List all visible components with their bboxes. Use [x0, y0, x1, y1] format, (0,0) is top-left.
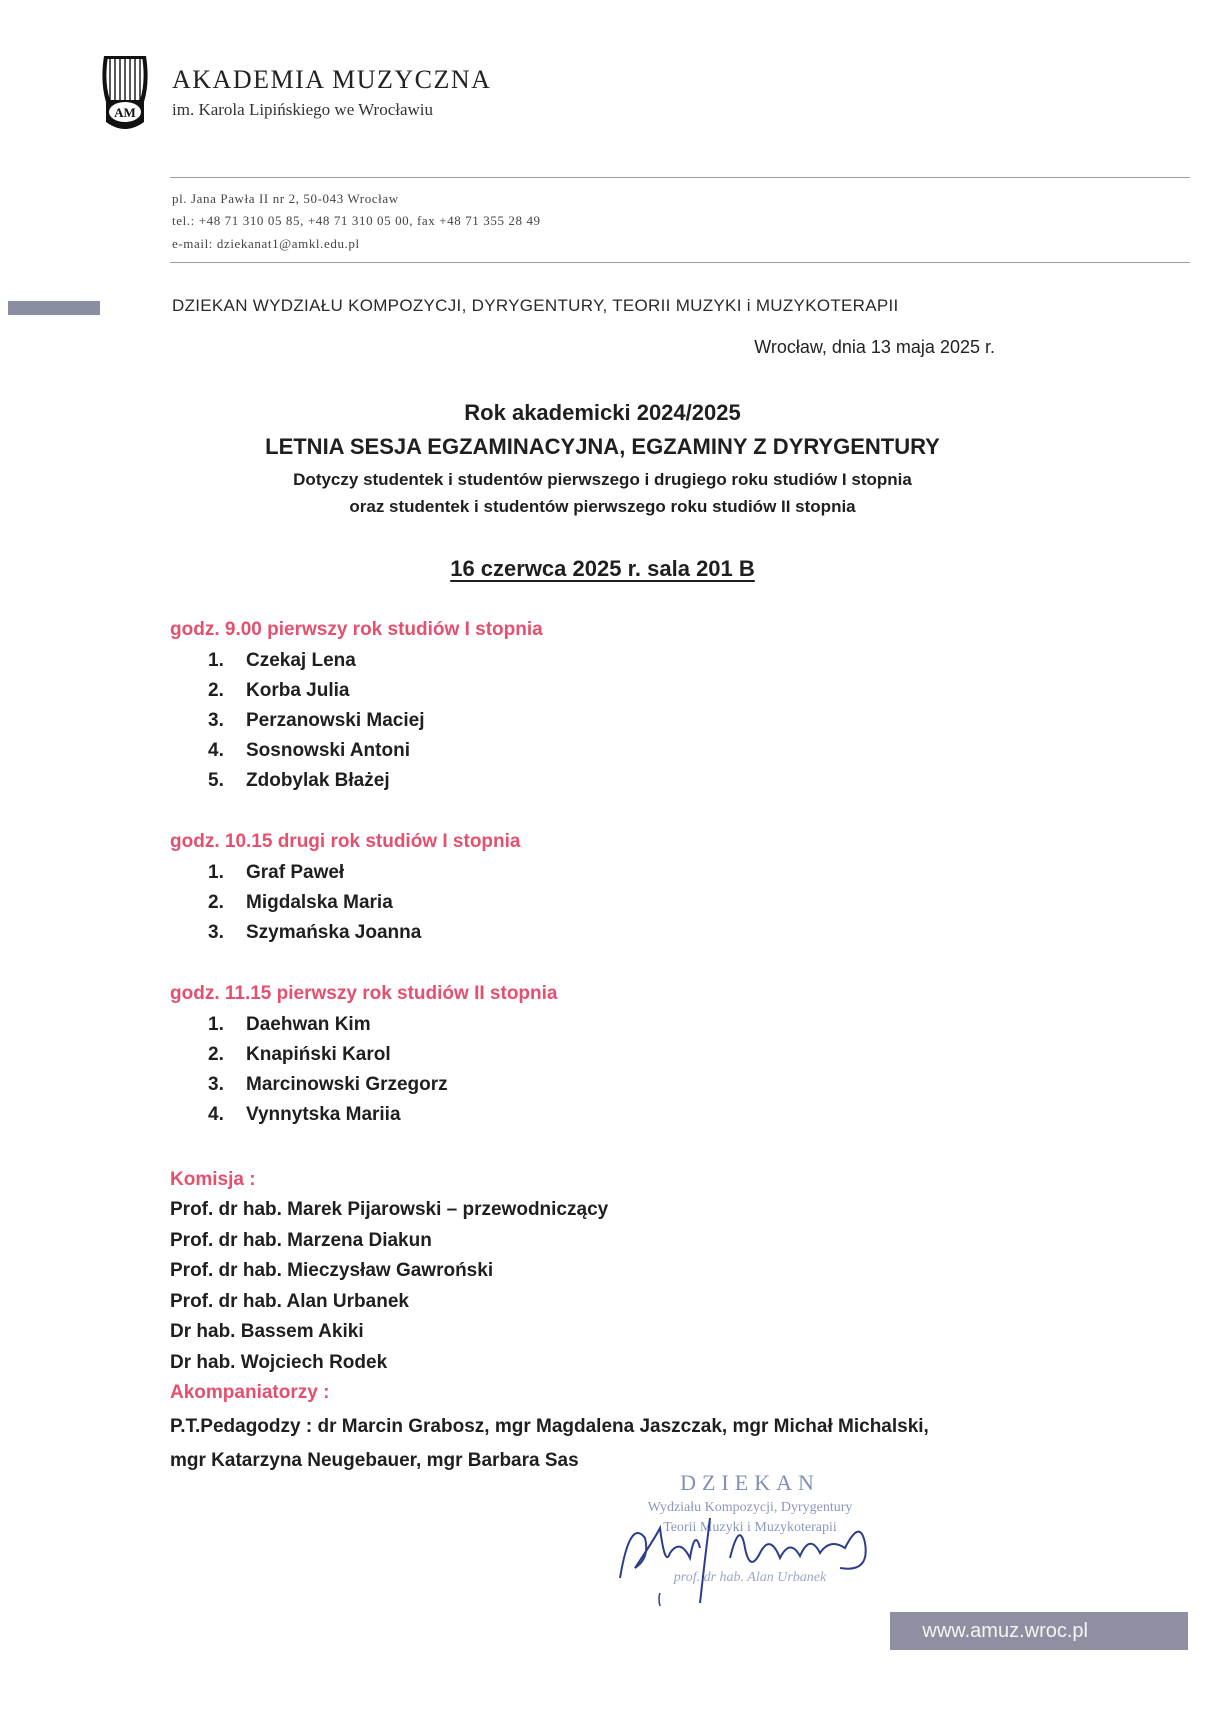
- session-heading: godz. 10.15 drugi rok studiów I stopnia: [170, 831, 521, 852]
- committee-member: Prof. dr hab. Alan Urbanek: [170, 1290, 409, 1312]
- stamp-line: Teorii Muzyki i Muzykoterapii: [663, 1520, 837, 1535]
- list-item: [208, 1100, 448, 1130]
- session-heading: godz. 9.00 pierwszy rok studiów I stopnia: [170, 619, 543, 640]
- committee-member: Prof. dr hab. Marzena Diakun: [170, 1229, 432, 1251]
- stamp-line: prof. dr hab. Alan Urbanek: [673, 1570, 827, 1585]
- session-title: LETNIA SESJA EGZAMINACYJNA, EGZAMINY Z DYRYGENTURY: [265, 434, 940, 459]
- academic-year-title: Rok akademicki 2024/2025: [464, 400, 741, 425]
- student-name: Vynnytska Mariia: [246, 1104, 401, 1125]
- list-item: [208, 766, 424, 796]
- accompanists-list: [170, 1410, 929, 1478]
- item-number: 3.: [208, 710, 224, 731]
- stamp-line: Wydziału Kompozycji, Dyrygentury: [647, 1500, 853, 1515]
- session-scope-line1: Dotyczy studentek i studentów pierwszego i drugiego roku studiów I stopnia: [293, 470, 912, 489]
- exam-date-room: [0, 556, 1205, 582]
- item-number: 4.: [208, 740, 224, 761]
- institution-subtitle: im. Karola Lipińskiego we Wrocławiu: [172, 100, 434, 119]
- accompanists-heading: Akompaniatorzy :: [170, 1382, 330, 1403]
- item-number: 4.: [208, 1104, 224, 1125]
- list-item: [208, 858, 421, 888]
- list-item: [208, 736, 424, 766]
- stamp-title: DZIEKAN: [680, 1470, 820, 1495]
- student-list: [208, 646, 424, 796]
- exam-date-room-text: 16 czerwca 2025 r. sala 201 B: [450, 556, 755, 581]
- header-divider-bottom: [170, 262, 1190, 263]
- accompanists-line: mgr Katarzyna Neugebauer, mgr Barbara Sas: [170, 1450, 579, 1471]
- committee-list: [170, 1195, 608, 1378]
- address-line: pl. Jana Pawła II nr 2, 50-043 Wrocław: [172, 191, 399, 206]
- svg-text:AM: AM: [114, 105, 136, 120]
- student-name: Graf Paweł: [246, 862, 345, 883]
- session-heading: godz. 11.15 pierwszy rok studiów II stopnia: [170, 983, 558, 1004]
- student-name: Szymańska Joanna: [246, 922, 422, 943]
- session-scope-line2: oraz studentek i studentów pierwszego roku studiów II stopnia: [349, 497, 856, 516]
- student-name: Czekaj Lena: [246, 650, 356, 671]
- document-date: Wrocław, dnia 13 maja 2025 r.: [754, 337, 995, 357]
- student-name: Perzanowski Maciej: [246, 710, 425, 731]
- email-line: e-mail: dziekanat1@amkl.edu.pl: [172, 236, 360, 251]
- list-item: [208, 888, 421, 918]
- dean-header: DZIEKAN WYDZIAŁU KOMPOZYCJI, DYRYGENTURY, TEORII MUZYKI i MUZYKOTERAPII: [172, 296, 899, 315]
- list-item: [208, 1070, 448, 1100]
- list-item: [208, 918, 421, 948]
- side-accent-bar: [8, 301, 100, 315]
- item-number: 3.: [208, 922, 224, 943]
- list-item: [208, 646, 424, 676]
- student-name: Knapiński Karol: [246, 1044, 391, 1065]
- student-name: Zdobylak Błażej: [246, 770, 390, 791]
- item-number: 1.: [208, 1014, 224, 1035]
- lyre-logo-icon: [100, 52, 150, 134]
- list-item: [208, 1010, 448, 1040]
- item-number: 2.: [208, 1044, 224, 1065]
- list-item: [208, 676, 424, 706]
- item-number: 5.: [208, 770, 224, 791]
- list-item: [208, 1040, 448, 1070]
- student-list: [208, 1010, 448, 1130]
- student-name: Sosnowski Antoni: [246, 740, 410, 761]
- item-number: 3.: [208, 1074, 224, 1095]
- student-name: Migdalska Maria: [246, 892, 393, 913]
- website-footer: [890, 1612, 1188, 1650]
- committee-member: Dr hab. Bassem Akiki: [170, 1321, 364, 1342]
- item-number: 2.: [208, 892, 224, 913]
- website-link[interactable]: www.amuz.wroc.pl: [922, 1620, 1088, 1642]
- item-number: 2.: [208, 680, 224, 701]
- committee-heading: Komisja :: [170, 1169, 256, 1190]
- student-name: Daehwan Kim: [246, 1014, 371, 1035]
- header-divider-top: [170, 177, 1190, 178]
- handwritten-signature: [600, 1498, 900, 1608]
- list-item: [208, 706, 424, 736]
- item-number: 1.: [208, 862, 224, 883]
- student-name: Korba Julia: [246, 680, 350, 701]
- institution-name: AKADEMIA MUZYCZNA: [172, 65, 492, 94]
- student-list: [208, 858, 421, 948]
- accompanists-line: P.T.Pedagodzy : dr Marcin Grabosz, mgr Magdalena Jaszczak, mgr Michał Michalski,: [170, 1416, 929, 1437]
- committee-member: Prof. dr hab. Mieczysław Gawroński: [170, 1260, 494, 1281]
- student-name: Marcinowski Grzegorz: [246, 1074, 448, 1095]
- phone-line: tel.: +48 71 310 05 85, +48 71 310 05 00, fax +48 71 355 28 49: [172, 213, 541, 228]
- committee-member: Dr hab. Wojciech Rodek: [170, 1351, 388, 1373]
- committee-member: Prof. dr hab. Marek Pijarowski – przewodniczący: [170, 1199, 609, 1220]
- item-number: 1.: [208, 650, 224, 671]
